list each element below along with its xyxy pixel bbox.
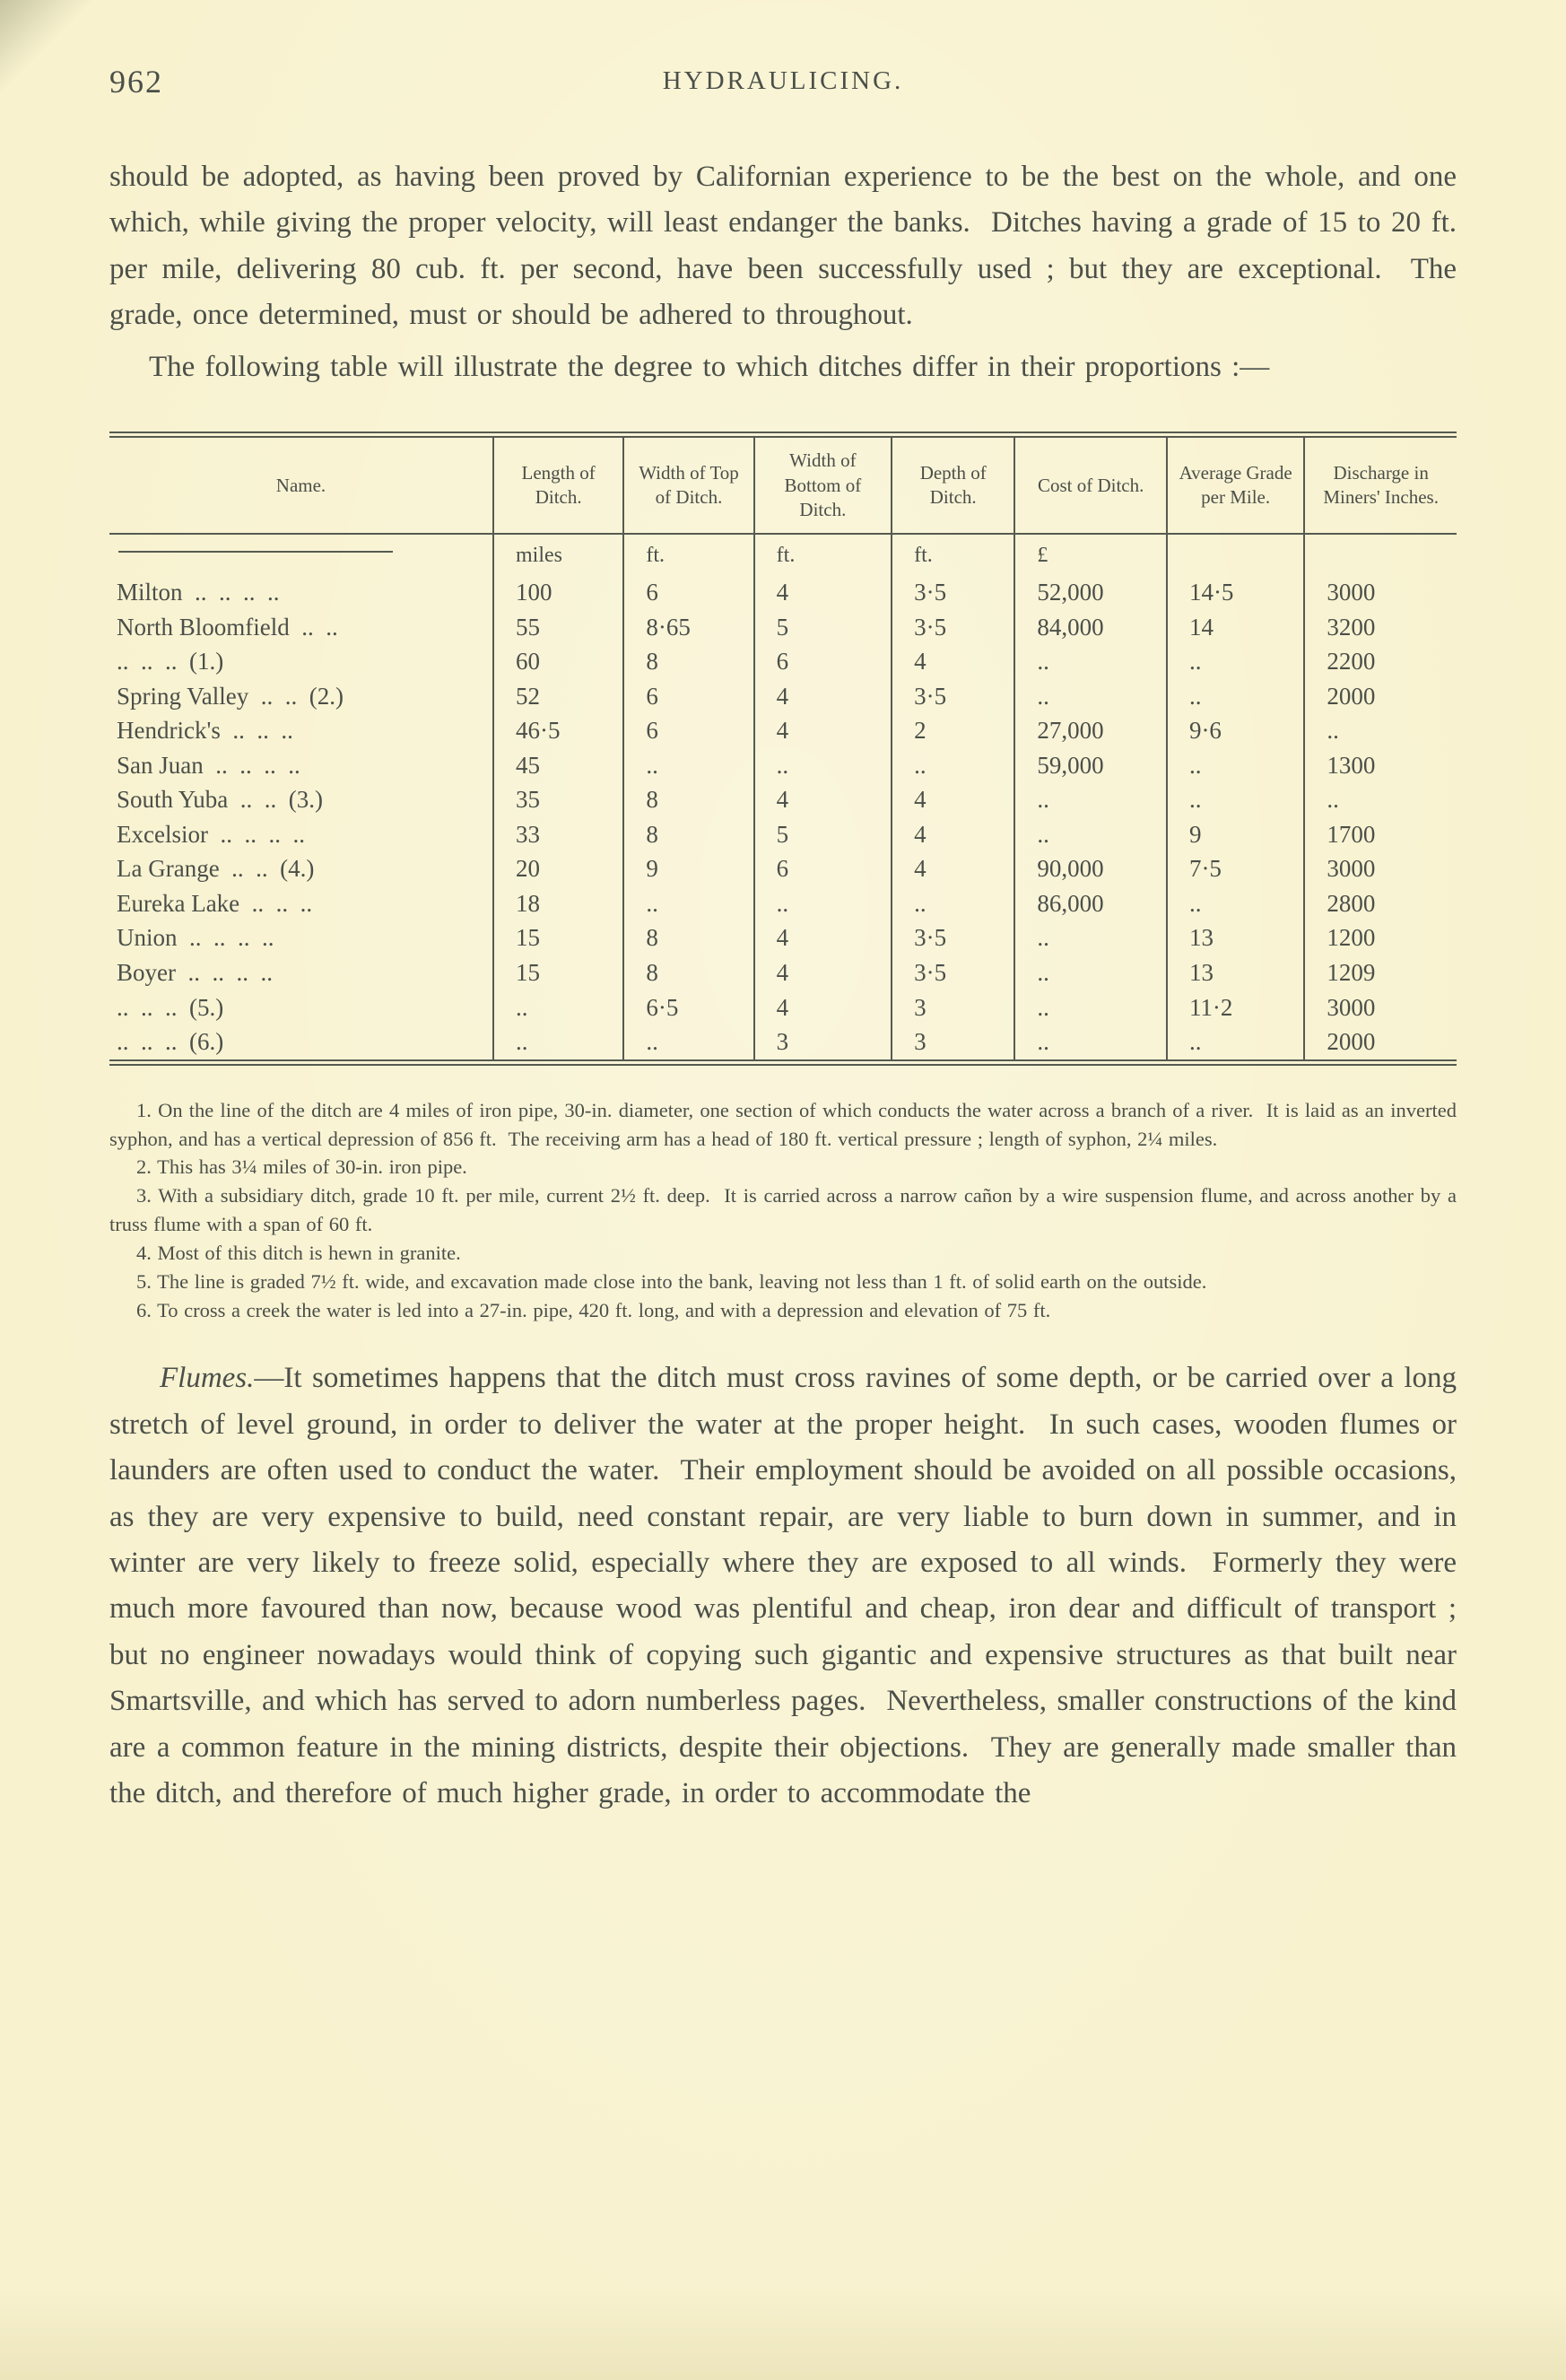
table-cell: 6 xyxy=(623,679,753,714)
table-cell: 1300 xyxy=(1304,748,1457,783)
table-cell: 6 xyxy=(623,713,753,748)
table-cell: 86,000 xyxy=(1014,886,1167,921)
table-cell: .. xyxy=(623,1024,753,1062)
table-cell: 1209 xyxy=(1304,955,1457,990)
table-cell: 2000 xyxy=(1304,1024,1457,1062)
ditch-name-cell: .. .. .. (1.) xyxy=(117,648,224,676)
table-cell: 3·5 xyxy=(892,920,1014,955)
units-cell-width-bottom: ft. xyxy=(754,534,892,575)
table-row xyxy=(109,713,1457,748)
ditch-name-cell: Eureka Lake .. .. .. xyxy=(117,889,313,917)
table-cell: 3 xyxy=(892,1024,1014,1062)
ditch-name-cell: Hendrick's .. .. .. xyxy=(117,717,293,745)
table-cell: .. xyxy=(493,990,623,1025)
table-cell: 5 xyxy=(754,610,892,645)
table-cell: 52 xyxy=(493,679,623,714)
table-row xyxy=(109,679,1457,714)
table-cell: .. xyxy=(1014,920,1167,955)
table-cell: .. xyxy=(1014,990,1167,1025)
table-cell: .. xyxy=(892,748,1014,783)
table-cell: 3 xyxy=(754,1024,892,1062)
table-cell: 13 xyxy=(1167,920,1304,955)
ditch-name-cell: Boyer .. .. .. .. xyxy=(117,958,273,986)
footnote: 4. Most of this ditch is hewn in granite. xyxy=(136,1242,461,1265)
units-cell-discharge xyxy=(1304,534,1457,575)
table-cell: 84,000 xyxy=(1014,610,1167,645)
table-cell: .. xyxy=(1014,644,1167,679)
footnote: 1. On the line of the ditch are 4 miles of iron pipe, 30-in. diameter, one section of which conducts the water across a branch of a river. It is laid as an inverted syphon, and has a vertical depression of 856 ft. The receiving arm has a head of 180 ft. vertical pressure ; length of syphon, 2¼ miles. xyxy=(109,1098,1463,1150)
table-cell: 6 xyxy=(754,851,892,886)
running-title: HYDRAULICING. xyxy=(662,66,904,95)
table-row xyxy=(109,920,1457,955)
table-body xyxy=(109,534,1457,1062)
flumes-body-text: —It sometimes happens that the ditch must cross ravines of some depth, or be carried over a long stretch of level ground, in order to deliver the water at the proper height. In such cases, wooden flumes or launders are often used to conduct the water. Their employment should be avoided on all possible occasions, as they are very expensive to build, need constant repair, are very liable to burn down in summer, and in winter are very likely to freeze solid, especially where they are exposed to all winds. Formerly they were much more favoured than now, because wood was plentiful and cheap, iron dear and difficult of transport ; but no engineer nowadays would think of copying such gigantic and expensive structures as that built near Smartsville, and which has served to adorn numberless pages. Nevertheless, smaller constructions of the kind are a common feature in the mining districts, despite their objections. They are generally made smaller than the ditch, and therefore of much higher grade, in order to accommodate the xyxy=(109,1362,1467,1810)
table-cell: 3·5 xyxy=(892,610,1014,645)
column-header-cost: Cost of Ditch. xyxy=(1014,435,1167,534)
footnote: 5. The line is graded 7½ ft. wide, and excavation made close into the bank, leaving not less than 1 ft. of solid earth on the outside. xyxy=(136,1270,1207,1294)
table-cell: 7·5 xyxy=(1167,851,1304,886)
name-column-rule xyxy=(118,551,393,553)
footnote: 2. This has 3¼ miles of 30-in. iron pipe. xyxy=(136,1155,467,1179)
table-cell: 11·2 xyxy=(1167,990,1304,1025)
table-cell: 35 xyxy=(493,782,623,817)
table-row xyxy=(109,748,1457,783)
table-cell: .. xyxy=(1167,782,1304,817)
table-cell: 6 xyxy=(754,644,892,679)
table-cell: .. xyxy=(623,886,753,921)
units-cell-cost: £ xyxy=(1014,534,1167,575)
table-cell: .. xyxy=(892,886,1014,921)
table-row xyxy=(109,782,1457,817)
table-cell: 8 xyxy=(623,782,753,817)
column-header-depth: Depth of Ditch. xyxy=(892,435,1014,534)
units-cell-grade xyxy=(1167,534,1304,575)
table-cell: 4 xyxy=(754,679,892,714)
table-cell: 14 xyxy=(1167,610,1304,645)
ditch-name-cell: Milton .. .. .. .. xyxy=(117,578,280,606)
table-cell: .. xyxy=(754,886,892,921)
table-cell: 8 xyxy=(623,920,753,955)
table-row xyxy=(109,851,1457,886)
table-cell: 3000 xyxy=(1304,990,1457,1025)
table-head xyxy=(109,435,1457,534)
table-cell: 3000 xyxy=(1304,575,1457,610)
column-header-width-bottom: Width of Bottom of Ditch. xyxy=(754,435,892,534)
table-cell: .. xyxy=(1014,817,1167,852)
paragraph-flumes xyxy=(109,1356,1467,1818)
table-cell: 15 xyxy=(493,920,623,955)
footnote: 6. To cross a creek the water is led into a 27-in. pipe, 420 ft. long, and with a depression and elevation of 75 ft. xyxy=(136,1299,1051,1322)
table-cell: 33 xyxy=(493,817,623,852)
table-cell: 15 xyxy=(493,955,623,990)
table-cell: 90,000 xyxy=(1014,851,1167,886)
flumes-lead-word: Flumes. xyxy=(160,1362,255,1395)
footnotes xyxy=(109,1096,1463,1326)
table-cell: .. xyxy=(1167,1024,1304,1062)
table-cell: 8·65 xyxy=(623,610,753,645)
table-cell: 1700 xyxy=(1304,817,1457,852)
table-row xyxy=(109,955,1457,990)
column-header-width-top: Width of Top of Ditch. xyxy=(623,435,753,534)
table-cell: 13 xyxy=(1167,955,1304,990)
table-units-row xyxy=(109,534,1457,575)
table-cell: 4 xyxy=(892,851,1014,886)
column-header-length: Length of Ditch. xyxy=(493,435,623,534)
table-cell: 3200 xyxy=(1304,610,1457,645)
table-cell: 3000 xyxy=(1304,851,1457,886)
ditch-name-cell: .. .. .. (6.) xyxy=(117,1028,224,1056)
table-cell: 100 xyxy=(493,575,623,610)
table-cell: 6·5 xyxy=(623,990,753,1025)
table-cell: 3 xyxy=(892,990,1014,1025)
ditch-name-cell: Union .. .. .. .. xyxy=(117,924,274,952)
table-cell: .. xyxy=(754,748,892,783)
table-cell: 4 xyxy=(892,817,1014,852)
table-cell: .. xyxy=(1167,886,1304,921)
table-cell: 1200 xyxy=(1304,920,1457,955)
table-cell: 8 xyxy=(623,817,753,852)
table-cell: 52,000 xyxy=(1014,575,1167,610)
ditch-name-cell: La Grange .. .. (4.) xyxy=(117,855,315,883)
ditch-name-cell: Spring Valley .. .. (2.) xyxy=(117,682,344,710)
table-row xyxy=(109,886,1457,921)
table-cell: 4 xyxy=(754,782,892,817)
table-cell: .. xyxy=(1167,748,1304,783)
table-cell: 46·5 xyxy=(493,713,623,748)
units-cell-width-top: ft. xyxy=(623,534,753,575)
table-cell: 9·6 xyxy=(1167,713,1304,748)
table-cell: 2800 xyxy=(1304,886,1457,921)
table-cell: .. xyxy=(1014,1024,1167,1062)
table-cell: 3·5 xyxy=(892,955,1014,990)
paragraph-table-intro: The following table will illustrate the degree to which ditches differ in their proportions :— xyxy=(149,350,1270,383)
table-cell: 4 xyxy=(754,575,892,610)
table-cell: .. xyxy=(1304,782,1457,817)
table-cell: .. xyxy=(493,1024,623,1062)
column-header-name: Name. xyxy=(109,435,493,534)
units-cell-length: miles xyxy=(493,534,623,575)
units-cell-name xyxy=(109,534,493,575)
ditch-name-cell: South Yuba .. .. (3.) xyxy=(117,786,323,814)
table-cell: .. xyxy=(1167,644,1304,679)
table-row xyxy=(109,610,1457,645)
table-cell: 18 xyxy=(493,886,623,921)
table-cell: .. xyxy=(1014,782,1167,817)
table-cell: 2 xyxy=(892,713,1014,748)
table-cell: 2200 xyxy=(1304,644,1457,679)
paragraph-grade: should be adopted, as having been proved by Californian experience to be the best on the whole, and one which, while giving the proper velocity, will least endanger the banks. Ditches having a grade of 15 to 20 ft. per mile, delivering 80 cub. ft. per second, have been successfully used ; but they are exceptional. The grade, once determined, must or should be adhered to throughout. xyxy=(109,161,1467,332)
table-cell: 55 xyxy=(493,610,623,645)
table-row xyxy=(109,817,1457,852)
table-cell: 5 xyxy=(754,817,892,852)
ditch-proportions-table xyxy=(109,432,1457,1065)
table-cell: 59,000 xyxy=(1014,748,1167,783)
column-header-discharge: Discharge in Miners' Inches. xyxy=(1304,435,1457,534)
table-cell: .. xyxy=(1304,713,1457,748)
table-cell: 8 xyxy=(623,644,753,679)
table-cell: 60 xyxy=(493,644,623,679)
table-cell: 9 xyxy=(1167,817,1304,852)
table-cell: 14·5 xyxy=(1167,575,1304,610)
table-row xyxy=(109,1024,1457,1062)
ditch-name-cell: Excelsior .. .. .. .. xyxy=(117,820,305,848)
table-cell: 6 xyxy=(623,575,753,610)
table-cell: .. xyxy=(1014,955,1167,990)
table-cell: 3·5 xyxy=(892,679,1014,714)
table-row xyxy=(109,990,1457,1025)
ditch-name-cell: North Bloomfield .. .. xyxy=(117,613,338,641)
page-number: 962 xyxy=(109,64,163,100)
table-row xyxy=(109,644,1457,679)
table-cell: 27,000 xyxy=(1014,713,1167,748)
table-cell: 4 xyxy=(892,782,1014,817)
table-cell: 4 xyxy=(754,955,892,990)
page-header xyxy=(109,63,1457,106)
table-cell: 8 xyxy=(623,955,753,990)
table-cell: 4 xyxy=(754,920,892,955)
table-cell: 4 xyxy=(892,644,1014,679)
table-cell: 3·5 xyxy=(892,575,1014,610)
table-cell: 4 xyxy=(754,990,892,1025)
table-cell: 4 xyxy=(754,713,892,748)
ditch-name-cell: San Juan .. .. .. .. xyxy=(117,751,300,779)
ditch-name-cell: .. .. .. (5.) xyxy=(117,993,224,1021)
table-cell: .. xyxy=(1014,679,1167,714)
table-header-row xyxy=(109,435,1457,534)
footnote: 3. With a subsidiary ditch, grade 10 ft. per mile, current 2½ ft. deep. It is carried across a narrow cañon by a wire suspension flume, and across another by a truss flume with a span of 60 ft. xyxy=(109,1184,1463,1236)
table-cell: 9 xyxy=(623,851,753,886)
table-cell: .. xyxy=(623,748,753,783)
column-header-grade: Average Grade per Mile. xyxy=(1167,435,1304,534)
units-cell-depth: ft. xyxy=(892,534,1014,575)
table-cell: 45 xyxy=(493,748,623,783)
table-cell: 20 xyxy=(493,851,623,886)
table-cell: 2000 xyxy=(1304,679,1457,714)
table-row xyxy=(109,575,1457,610)
table-cell: .. xyxy=(1167,679,1304,714)
